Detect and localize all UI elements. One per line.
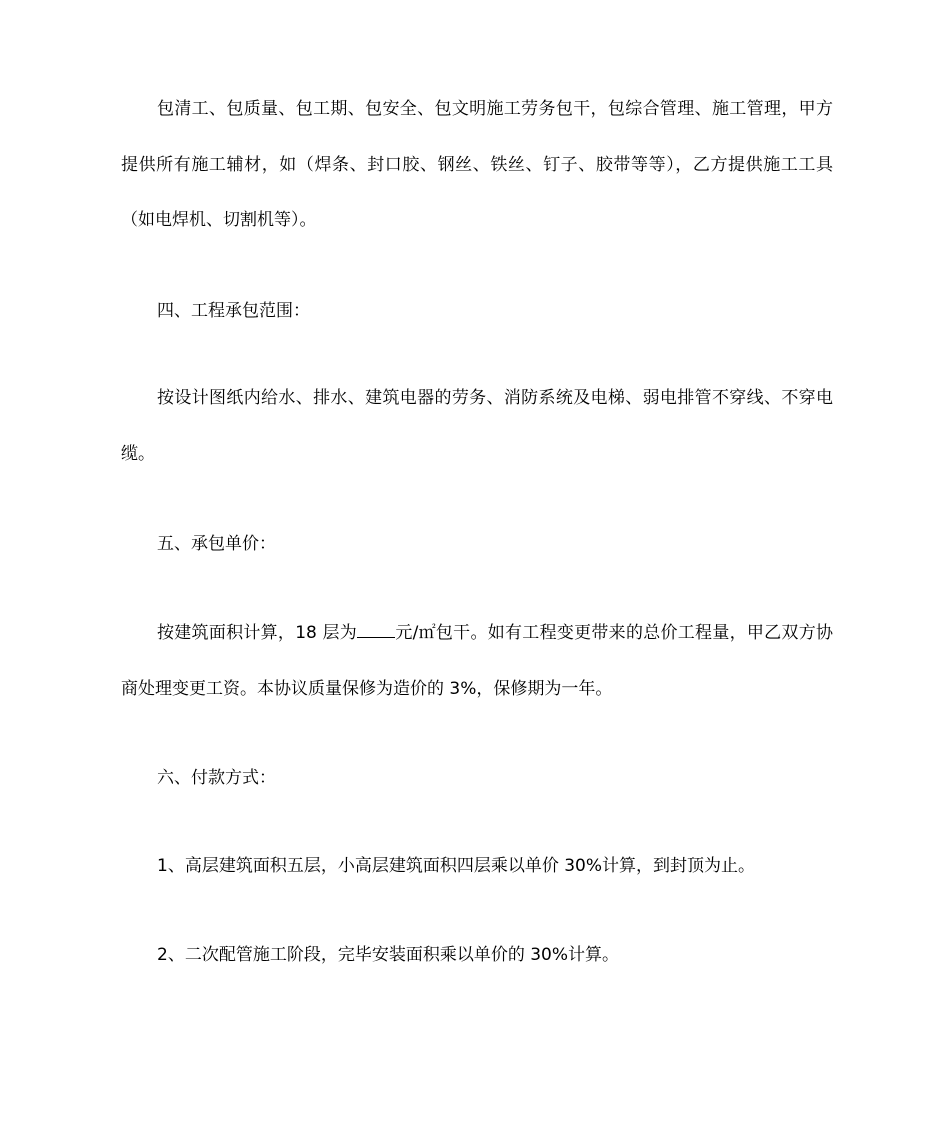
paragraph-unit-price	[121, 606, 833, 717]
section-heading-5: 五、承包单价：	[157, 534, 276, 554]
section-heading-4: 四、工程承包范围：	[157, 301, 310, 321]
unit-price-text-before: 按建筑面积计算，18 层为	[157, 623, 358, 643]
paragraph-contract-scope: 按设计图纸内给水、排水、建筑电器的劳务、消防系统及电梯、弱电排管不穿线、不穿电缆。	[121, 388, 833, 464]
payment-item-1: 1、高层建筑面积五层，小高层建筑面积四层乘以单价 30%计算，到封顶为止。	[157, 856, 756, 876]
unit-price-text-after: 元/㎡包干。如有工程变更带来的总价工程量，甲乙双方协商处理变更工资。本协议质量保修为造价的 3%，保修期为一年。	[121, 623, 833, 699]
payment-item-2: 2、二次配管施工阶段，完毕安装面积乘以单价的 30%计算。	[157, 945, 620, 965]
section-heading-6: 六、付款方式：	[157, 768, 276, 788]
paragraph-scope-of-work: 包清工、包质量、包工期、包安全、包文明施工劳务包干，包综合管理、施工管理，甲方提供所有施工辅材，如（焊条、封口胶、钢丝、铁丝、钉子、胶带等等），乙方提供施工工具（如电焊机、切割机等）。	[121, 99, 833, 230]
price-blank-line	[357, 621, 395, 638]
